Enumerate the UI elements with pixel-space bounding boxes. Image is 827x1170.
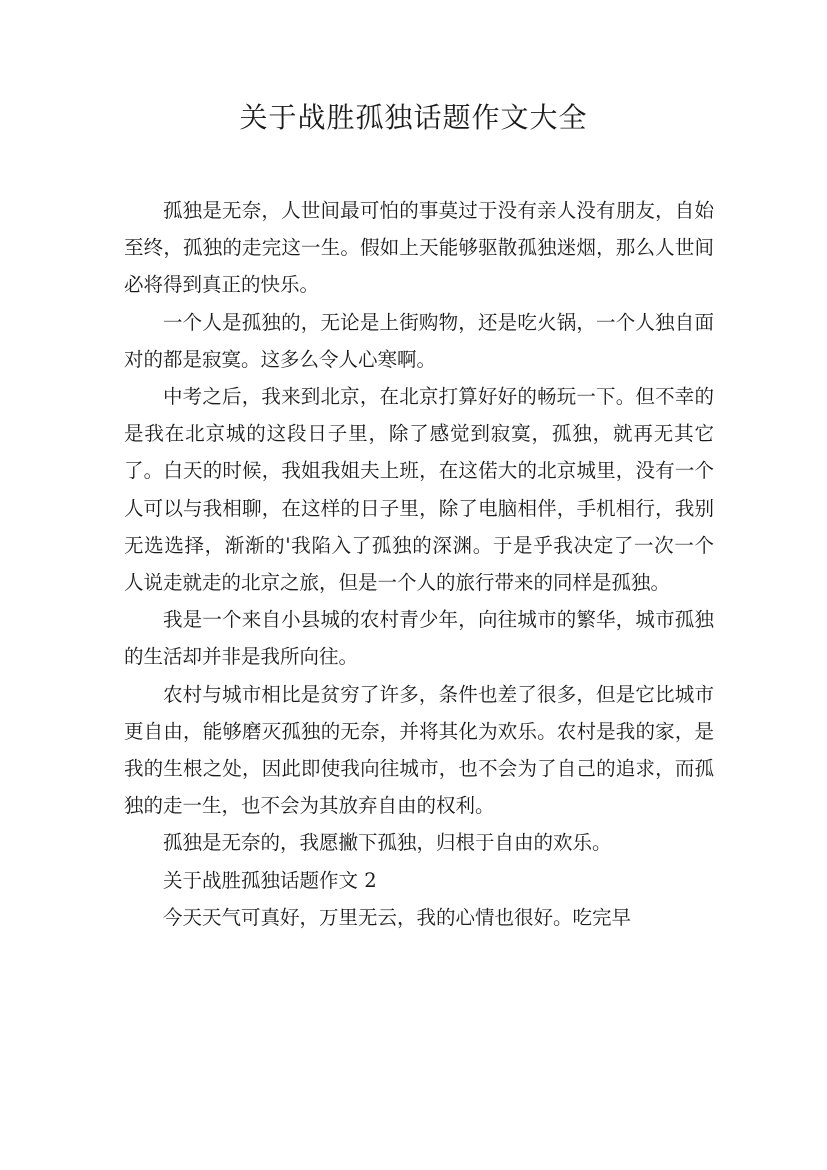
paragraph: 中考之后，我来到北京，在北京打算好好的畅玩一下。但不幸的是我在北京城的这段日子里，除了感觉到寂寞，孤独，就再无其它了。白天的时候，我姐我姐夫上班，在这偌大的北京城里，没有一个人可以与我相聊，在这样的日子里，除了电脑相伴，手机相行，我别无选选择，渐渐的'我陷入了孤独的深渊。于是乎我决定了一次一个人说走就走的北京之旅，但是一个人的旅行带来的同样是孤独。 xyxy=(124,385,714,595)
paragraph: 一个人是孤独的，无论是上街购物，还是吃火锅，一个人独自面对的都是寂寞。这多么令人心寒啊。 xyxy=(124,310,714,371)
paragraph: 今天天气可真好，万里无云，我的心情也很好。吃完早 xyxy=(163,905,632,929)
document-title: 关于战胜孤独话题作文大全 xyxy=(239,101,588,134)
paragraph: 农村与城市相比是贫穷了许多，条件也差了很多，但是它比城市更自由，能够磨灭孤独的无奈，并将其化为欢乐。农村是我的家，是我的生根之处，因此即使我向往城市，也不会为了自己的追求，而孤独的走一生，也不会为其放弃自由的权利。 xyxy=(124,682,714,818)
paragraph: 我是一个来自小县城的农村青少年，向往城市的繁华，城市孤独的生活却并非是我所向往。 xyxy=(124,608,714,669)
paragraph: 孤独是无奈的，我愿撇下孤独，归根于自由的欢乐。 xyxy=(163,831,612,855)
paragraph: 孤独是无奈，人世间最可怕的事莫过于没有亲人没有朋友，自始至终，孤独的走完这一生。假如上天能够驱散孤独迷烟，那么人世间必将得到真正的快乐。 xyxy=(124,199,714,297)
section-heading: 关于战胜孤独话题作文 2 xyxy=(163,868,377,892)
document-body xyxy=(124,192,714,936)
